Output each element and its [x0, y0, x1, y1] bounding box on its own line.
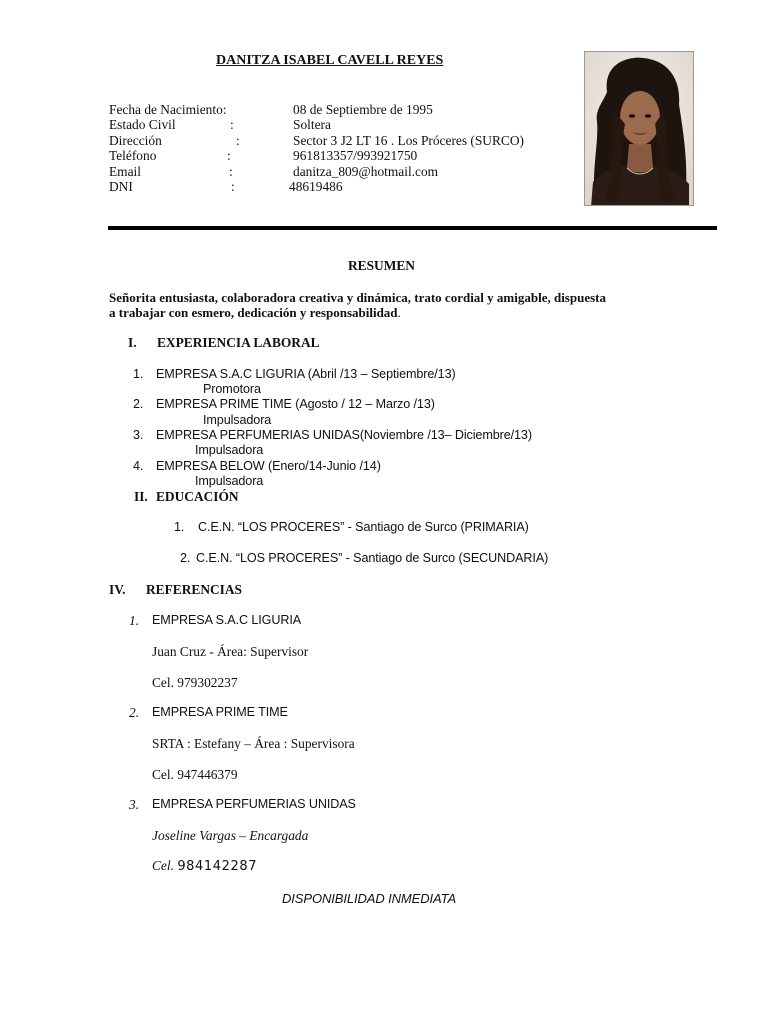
- summary-line-2: [109, 306, 401, 319]
- education-item-2-text: C.E.N. “LOS PROCERES” - Santiago de Surco (SECUNDARIA): [196, 551, 549, 565]
- page-title: DANITZA ISABEL CAVELL REYES: [216, 53, 444, 68]
- experience-heading: EXPERIENCIA LABORAL: [157, 335, 320, 350]
- address-value: Sector 3 J2 LT 16 . Los Próceres (SURCO): [293, 133, 524, 148]
- dni-separator: :: [231, 179, 235, 194]
- experience-item-3-company: EMPRESA PERFUMERIAS UNIDAS(Noviembre /13– Diciembre/13): [156, 428, 532, 442]
- summary-line-2-end: .: [397, 305, 401, 320]
- portrait-image: [585, 52, 694, 206]
- experience-item-2-number: 2.: [133, 397, 144, 411]
- reference-3-phone: [152, 859, 257, 873]
- experience-item-4-role: Impulsadora: [195, 474, 264, 488]
- reference-3-number: 3.: [129, 797, 140, 812]
- availability-note: DISPONIBILIDAD INMEDIATA: [282, 891, 457, 906]
- experience-item-1-company: EMPRESA S.A.C LIGURIA (Abril /13 – Septiembre/13): [156, 367, 456, 381]
- email-value: danitza_809@hotmail.com: [293, 164, 439, 179]
- experience-item-1-number: 1.: [133, 367, 144, 381]
- reference-1-company: EMPRESA S.A.C LIGURIA: [152, 613, 302, 627]
- education-numeral: II.: [134, 489, 148, 504]
- phone-label: Teléfono: [109, 148, 157, 163]
- reference-3-phone-label: Cel.: [152, 858, 174, 873]
- section-divider: [108, 226, 717, 230]
- experience-item-1-role: Promotora: [203, 382, 261, 396]
- experience-item-3-role: Impulsadora: [195, 443, 264, 457]
- reference-2-number: 2.: [129, 705, 140, 720]
- summary-line-1: Señorita entusiasta, colaboradora creativa y dinámica, trato cordial y amigable, dispuesta: [109, 290, 606, 305]
- civil-status-separator: :: [230, 117, 234, 132]
- phone-value: 961813357/993921750: [293, 148, 418, 163]
- experience-item-2-role: Impulsadora: [203, 413, 272, 427]
- birthdate-value: 08 de Septiembre de 1995: [293, 102, 433, 117]
- reference-3-phone-number: 984142287: [177, 859, 258, 874]
- education-item-1-text: C.E.N. “LOS PROCERES” - Santiago de Surco (PRIMARIA): [198, 520, 529, 534]
- dni-value: 48619486: [289, 179, 343, 194]
- reference-3-company: EMPRESA PERFUMERIAS UNIDAS: [152, 797, 356, 811]
- experience-item-3-number: 3.: [133, 428, 144, 442]
- profile-photo: [584, 51, 694, 206]
- email-label: Email: [109, 164, 141, 179]
- references-heading: REFERENCIAS: [146, 582, 242, 597]
- reference-1-number: 1.: [129, 613, 140, 628]
- experience-item-2-company: EMPRESA PRIME TIME (Agosto / 12 – Marzo /13): [156, 397, 435, 411]
- reference-1-contact: Juan Cruz - Área: Supervisor: [152, 644, 309, 659]
- phone-separator: :: [227, 148, 231, 163]
- reference-3-contact: Joseline Vargas – Encargada: [152, 828, 309, 843]
- education-item-1-number: 1.: [174, 520, 185, 534]
- education-item-2-number: 2.: [180, 551, 191, 565]
- experience-item-4-company: EMPRESA BELOW (Enero/14-Junio /14): [156, 459, 381, 473]
- education-heading: EDUCACIÓN: [156, 489, 239, 504]
- summary-line-2-text: a trabajar con esmero, dedicación y responsabilidad: [109, 305, 398, 320]
- references-numeral: IV.: [109, 582, 126, 597]
- summary-heading: RESUMEN: [348, 258, 415, 273]
- reference-2-company: EMPRESA PRIME TIME: [152, 705, 288, 719]
- experience-numeral: I.: [128, 335, 137, 350]
- dni-label: DNI: [109, 179, 133, 194]
- address-label: Dirección: [109, 133, 162, 148]
- reference-1-phone: Cel. 979302237: [152, 675, 238, 690]
- experience-item-4-number: 4.: [133, 459, 144, 473]
- email-separator: :: [229, 164, 233, 179]
- civil-status-value: Soltera: [293, 117, 331, 132]
- reference-2-phone: Cel. 947446379: [152, 767, 238, 782]
- reference-2-contact: SRTA : Estefany – Área : Supervisora: [152, 736, 355, 751]
- address-separator: :: [236, 133, 240, 148]
- civil-status-label: Estado Civil: [109, 117, 176, 132]
- birthdate-label: Fecha de Nacimiento:: [109, 102, 227, 117]
